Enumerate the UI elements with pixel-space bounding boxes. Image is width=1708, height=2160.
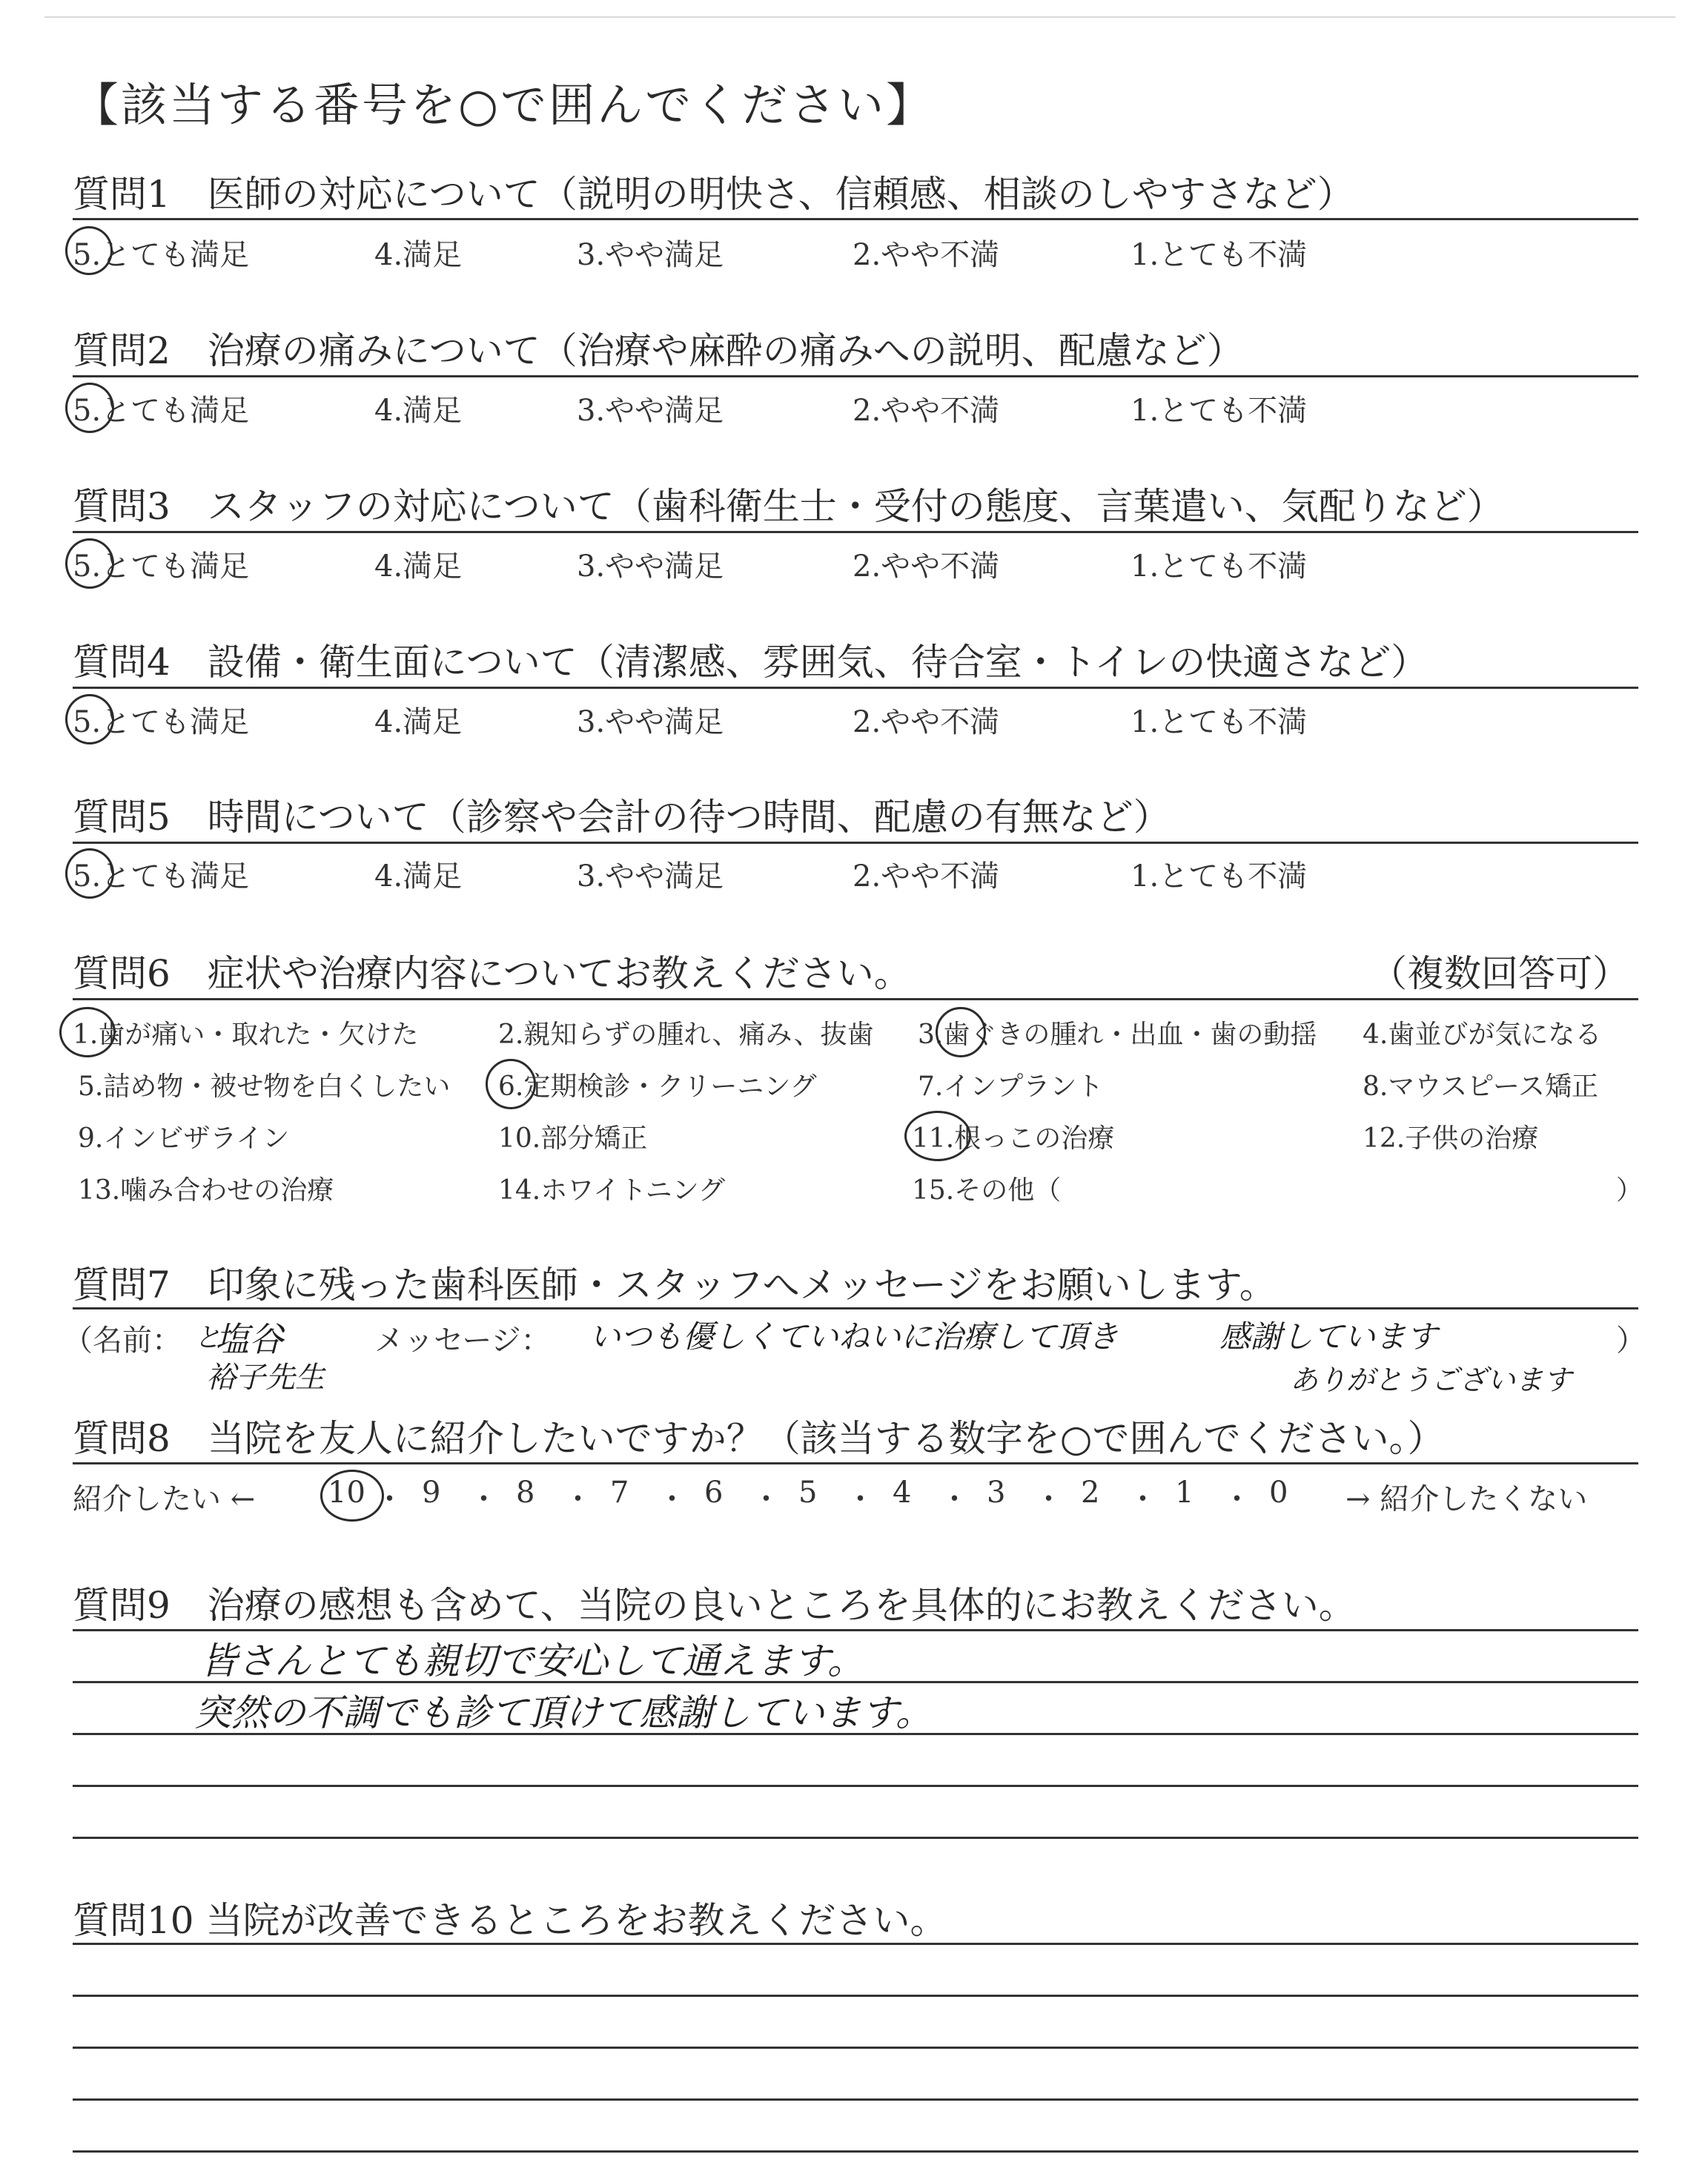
q7-rule [73,1307,1638,1309]
q9-hand-line-2: 突然の不調でも診て頂けて感謝しています。 [194,1691,933,1734]
scan-edge [44,16,1675,18]
q7-message-label: メッセージ： [374,1324,551,1358]
q2-option-5[interactable]: 5.とても満足 [73,394,250,428]
q9-rule-4 [73,1785,1638,1787]
q1-answer-circle [65,226,113,275]
q1-rule [73,218,1638,220]
q2-title: 質問2 治療の痛みについて（治療や麻酔の痛みへの説明、配慮など） [73,329,1244,372]
q6-rule [73,998,1638,1000]
q1-title: 質問1 医師の対応について（説明の明快さ、信頼感、相談のしやすさなど） [73,173,1354,216]
q6-option-12[interactable]: 12.子供の治療 [1363,1123,1539,1154]
q8-scale-dot: ・ [939,1482,970,1516]
q5-option-1[interactable]: 1.とても不満 [1131,859,1308,894]
q6-option-8[interactable]: 8.マウスピース矯正 [1363,1071,1599,1102]
q8-scale-dot: ・ [1128,1482,1158,1516]
q8-scale-dot: ・ [374,1482,405,1516]
q2-answer-circle [65,383,114,433]
q5-option-5[interactable]: 5.とても満足 [73,859,250,894]
q7-close-paren: ） [1616,1324,1646,1358]
q6-option-13[interactable]: 13.噛み合わせの治療 [78,1175,334,1206]
q7-name-label: （名前： [63,1324,182,1358]
q6-title: 質問6 症状や治療内容についてお教えください。 [73,952,911,995]
q1-option-1[interactable]: 1.とても不満 [1131,238,1308,272]
q8-scale-dot: ・ [845,1482,875,1516]
q3-answer-circle [65,538,114,589]
q1-option-4[interactable]: 4.満足 [374,238,463,272]
q1-option-2[interactable]: 2.やや不満 [853,238,1000,272]
q4-option-1[interactable]: 1.とても不満 [1131,705,1308,739]
q6-option-4[interactable]: 4.歯並びが気になる [1363,1020,1602,1050]
q1-option-3[interactable]: 3.やや満足 [577,238,724,272]
q8-right-label: → 紹介したくない [1345,1482,1588,1516]
q9-hand-line-1: 皆さんとても親切で安心して通えます。 [200,1639,864,1682]
q6-option-14[interactable]: 14.ホワイトニング [498,1175,726,1206]
q7-hand-message-2: 感謝しています [1219,1318,1438,1355]
q8-scale-dot: ・ [751,1482,781,1516]
q8-scale-3[interactable]: 3 [987,1476,1006,1510]
q6-answer-circle-11 [904,1111,971,1161]
q8-scale-6[interactable]: 6 [704,1476,724,1510]
q3-option-4[interactable]: 4.満足 [374,549,463,584]
q4-title: 質問4 設備・衛生面について（清潔感、雰囲気、待合室・トイレの快適さなど） [73,641,1429,684]
q10-rule-3 [73,2047,1638,2049]
q2-option-1[interactable]: 1.とても不満 [1131,394,1308,428]
q6-answer-circle-3 [936,1007,986,1057]
q6-multiple-note: （複数回答可） [1370,952,1629,995]
q6-option-2[interactable]: 2.親知らずの腫れ、痛み、抜歯 [498,1020,874,1050]
q3-option-3[interactable]: 3.やや満足 [577,549,724,584]
q8-scale-dot: ・ [563,1482,593,1516]
q6-option-5[interactable]: 5.詰め物・被せ物を白くしたい [78,1071,451,1102]
q8-scale-10[interactable]: 10 [328,1476,365,1510]
q6-option-10[interactable]: 10.部分矯正 [498,1123,648,1154]
q2-rule [73,375,1638,377]
q4-rule [73,687,1638,689]
q2-option-2[interactable]: 2.やや不満 [853,394,1000,428]
q8-scale-dot: ・ [657,1482,687,1516]
q3-option-1[interactable]: 1.とても不満 [1131,549,1308,584]
q8-scale-2[interactable]: 2 [1081,1476,1100,1510]
q6-option-11[interactable]: 11.根っこの治療 [912,1123,1115,1154]
q5-answer-circle [65,848,114,899]
q6-option-7[interactable]: 7.インプラント [918,1071,1104,1102]
q8-left-label: 紹介したい ← [73,1482,256,1516]
q6-other-close: ） [1616,1175,1644,1206]
q4-option-2[interactable]: 2.やや不満 [853,705,1000,739]
q4-option-4[interactable]: 4.満足 [374,705,463,739]
q5-title: 質問5 時間について（診察や会計の待つ時間、配慮の有無など） [73,796,1171,839]
q8-scale-8[interactable]: 8 [516,1476,535,1510]
q7-hand-prefix: と [194,1323,222,1353]
q7-hand-message-1: いつも優しくていねいに治療して頂き [589,1318,1119,1355]
q6-answer-circle-1 [59,1007,116,1057]
q7-title: 質問7 印象に残った歯科医師・スタッフへメッセージをお願いします。 [73,1264,1277,1307]
q6-option-1[interactable]: 1.歯が痛い・取れた・欠けた [73,1020,419,1050]
q7-hand-name-2: 裕子先生 [206,1361,325,1395]
q5-option-2[interactable]: 2.やや不満 [853,859,1000,894]
q7-hand-name-1: 塩谷 [215,1319,283,1359]
q5-option-4[interactable]: 4.満足 [374,859,463,894]
q8-scale-7[interactable]: 7 [610,1476,629,1510]
q5-option-3[interactable]: 3.やや満足 [577,859,724,894]
q1-option-5[interactable]: 5.とても満足 [73,238,250,272]
q5-rule [73,842,1638,844]
q8-scale-5[interactable]: 5 [798,1476,818,1510]
q10-rule-2 [73,1995,1638,1997]
q2-option-3[interactable]: 3.やや満足 [577,394,724,428]
q4-option-3[interactable]: 3.やや満足 [577,705,724,739]
q6-option-9[interactable]: 9.インビザライン [78,1123,290,1154]
q8-scale-1[interactable]: 1 [1175,1476,1194,1510]
q9-rule-5 [73,1837,1638,1839]
q8-scale-dot: ・ [469,1482,499,1516]
q6-option-6[interactable]: 6.定期検診・クリーニング [498,1071,817,1102]
q3-title: 質問3 スタッフの対応について（歯科衛生士・受付の態度、言葉遣い、気配りなど） [73,485,1504,528]
q8-rule [73,1462,1638,1464]
q10-title: 質問10 当院が改善できるところをお教えください。 [73,1899,947,1942]
q4-option-5[interactable]: 5.とても満足 [73,705,250,739]
q8-answer-circle [320,1470,384,1522]
q8-scale-dot: ・ [1033,1482,1064,1516]
q3-option-2[interactable]: 2.やや不満 [853,549,1000,584]
q6-option-3[interactable]: 3.歯ぐきの腫れ・出血・歯の動揺 [918,1020,1317,1050]
q6-option-15[interactable]: 15.その他（ [912,1175,1062,1206]
q4-answer-circle [65,694,114,744]
q10-rule-4 [73,2098,1638,2101]
q6-answer-circle-6 [486,1059,536,1109]
q8-scale-0[interactable]: 0 [1269,1476,1288,1510]
q10-rule-5 [73,2150,1638,2153]
q7-hand-message-3: ありがとうございます [1290,1364,1572,1396]
q10-rule-1 [73,1943,1638,1945]
q8-scale-9[interactable]: 9 [422,1476,441,1510]
q3-rule [73,531,1638,533]
q9-title: 質問9 治療の感想も含めて、当院の良いところを具体的にお教えください。 [73,1584,1356,1627]
page-title: 【該当する番号を○で囲んでください】 [73,78,935,132]
q2-option-4[interactable]: 4.満足 [374,394,463,428]
q8-scale-4[interactable]: 4 [893,1476,912,1510]
q3-option-5[interactable]: 5.とても満足 [73,549,250,584]
q8-title: 質問8 当院を友人に紹介したいですか？（該当する数字を○で囲んでください。） [73,1417,1445,1460]
q8-scale-dot: ・ [1222,1482,1252,1516]
